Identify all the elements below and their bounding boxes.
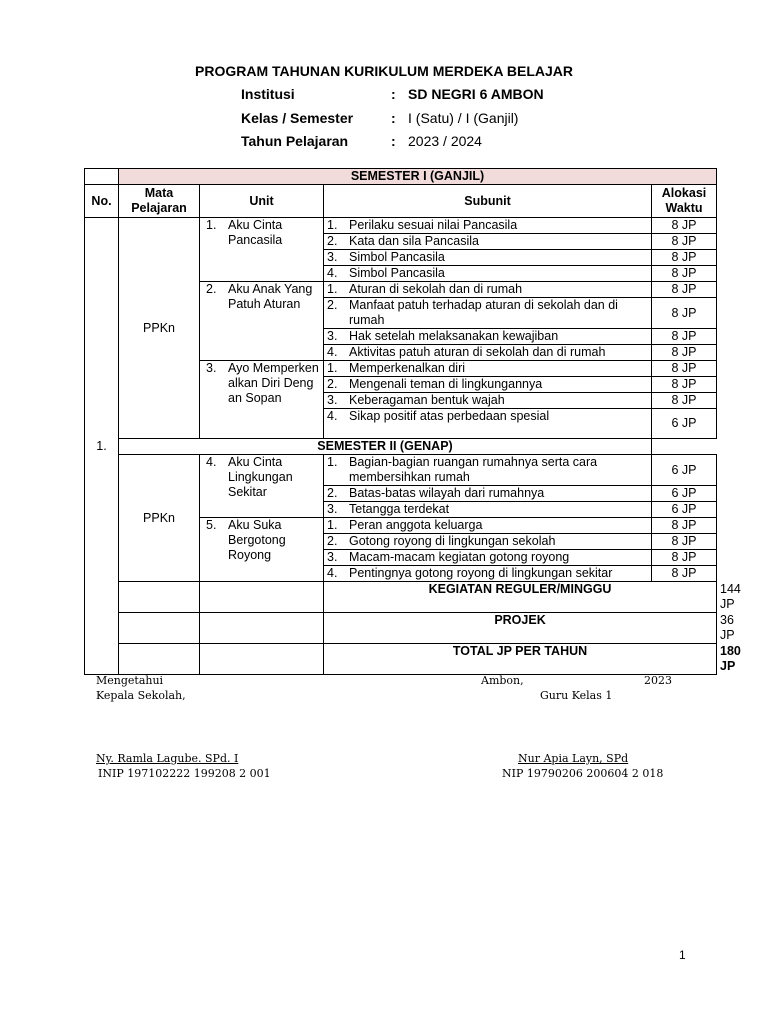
kepsek-nip: INIP 197102222 199208 2 001 xyxy=(98,767,271,780)
subunit-cell: 1. Aturan di sekolah dan di rumah xyxy=(324,282,652,298)
col-alokasi: Alokasi Waktu xyxy=(652,185,717,218)
subunit-cell: 1. Memperkenalkan diri xyxy=(324,361,652,377)
jp-cell: 6 JP xyxy=(652,409,717,439)
jp-cell: 8 JP xyxy=(652,518,717,534)
projek-label: PROJEK xyxy=(324,613,717,644)
subunit-cell: 4. Aktivitas patuh aturan di sekolah dan di rumah xyxy=(324,345,652,361)
row-number: 1. xyxy=(85,218,119,675)
subunit-cell: 3. Keberagaman bentuk wajah xyxy=(324,393,652,409)
program-table: SEMESTER I (GANJIL) No. Mata Pelajaran Unit Subunit Alokasi Waktu 1. PPKn 1. Aku Cinta Pancasila 1. Perilaku sesuai nilai Pancasila 8 JP 2. Kata dan sila Pancasila 8 JP 3. Simbol Pancasila 8 JP 4. Simbol Pancasila 8 JP 2. Aku Anak Yang Patuh Aturan 1. Aturan di sekolah dan di rumah 8 JP 2. Manfaat patuh terhadap aturan di sekolah dan di rumah 8 JP 3. Hak setelah melaksanakan kewajiban 8 JP 4. Aktivitas patuh aturan di sekolah dan di rumah 8 JP 3. Ayo Memperkenalkan Diri Dengan Sopan 1. Memperkenalkan diri 8 JP 2. Mengenali teman di lingkungannya 8 JP 3. Keberagaman bentuk wajah 8 JP 4. Sikap positif atas perbedaan spesial 6 JP SEMESTER II (GENAP) PPKn 4. Aku Cinta Lingkungan Sekitar 1. Bagian-bagian ruangan rumahnya serta cara membersihkan rumah 6 JP 2. Batas-batas wilayah dari rumahnya 6 JP 3. Tetangga terdekat 6 JP 5. Aku Suka Bergotong Royong 1. Peran anggota keluarga 8 JP 2. Gotong royong di lingkungan sekolah 8 JP 3. Macam-macam kegiatan gotong royong 8 JP 4. Pentingnya gotong royong di lingkungan sekitar 8 JP KEGIATAN REGULER/MINGGU 144 JP PROJEK 36 JP TOTAL JP PER TAHUN 180 JP xyxy=(84,168,717,675)
separator: : xyxy=(391,110,396,126)
separator: : xyxy=(391,133,396,149)
subunit-cell: 4. Simbol Pancasila xyxy=(324,266,652,282)
jp-cell: 8 JP xyxy=(652,377,717,393)
mapel-cell: PPKn xyxy=(119,455,200,582)
guru-name: Nur Apia Layn, SPd xyxy=(518,752,629,765)
jp-cell: 8 JP xyxy=(652,534,717,550)
unit-cell: 5. Aku Suka Bergotong Royong xyxy=(200,518,324,582)
subunit-cell: 2. Kata dan sila Pancasila xyxy=(324,234,652,250)
subunit-cell: 1. Peran anggota keluarga xyxy=(324,518,652,534)
semester1-header: SEMESTER I (GANJIL) xyxy=(119,169,717,185)
institusi-label: Institusi xyxy=(241,86,295,102)
col-subunit: Subunit xyxy=(324,185,652,218)
unit-name: Ayo Memperkenalkan Diri Dengan Sopan xyxy=(228,361,319,405)
subunit-cell: 3. Simbol Pancasila xyxy=(324,250,652,266)
jp-cell: 8 JP xyxy=(652,218,717,234)
subunit-cell: 2. Gotong royong di lingkungan sekolah xyxy=(324,534,652,550)
separator: : xyxy=(391,86,396,102)
kepsek-name: Ny. Ramla Lagube. SPd. I xyxy=(96,752,239,765)
col-mapel: Mata Pelajaran xyxy=(119,185,200,218)
unit-name: Aku Cinta Pancasila xyxy=(228,218,283,247)
col-unit: Unit xyxy=(200,185,324,218)
year-text: 2023 xyxy=(644,674,672,687)
jp-cell: 8 JP xyxy=(652,250,717,266)
subunit-cell: 3. Hak setelah melaksanakan kewajiban xyxy=(324,329,652,345)
unit-cell: 4. Aku Cinta Lingkungan Sekitar xyxy=(200,455,324,518)
subunit-cell: 1. Bagian-bagian ruangan rumahnya serta cara membersihkan rumah xyxy=(324,455,652,486)
unit-name: Aku Suka Bergotong Royong xyxy=(228,518,286,562)
col-no: No. xyxy=(85,185,119,218)
subunit-cell: 1. Perilaku sesuai nilai Pancasila xyxy=(324,218,652,234)
unit-cell: 3. Ayo Memperkenalkan Diri Dengan Sopan xyxy=(200,361,324,439)
kelas-label: Kelas / Semester xyxy=(241,110,354,126)
tahun-value: 2023 / 2024 xyxy=(408,133,482,149)
kepala-sekolah-text: Kepala Sekolah, xyxy=(96,689,186,702)
jp-cell: 8 JP xyxy=(652,298,717,329)
tahun-label: Tahun Pelajaran xyxy=(241,133,349,149)
guru-kelas-text: Guru Kelas 1 xyxy=(540,689,613,702)
jp-cell: 8 JP xyxy=(652,282,717,298)
unit-cell: 1. Aku Cinta Pancasila xyxy=(200,218,324,282)
institusi-value: SD NEGRI 6 AMBON xyxy=(408,86,544,102)
mapel-cell: PPKn xyxy=(119,218,200,439)
document-title: PROGRAM TAHUNAN KURIKULUM MERDEKA BELAJAR xyxy=(195,63,573,79)
page-number: 1 xyxy=(679,948,686,962)
jp-cell: 8 JP xyxy=(652,234,717,250)
place-text: Ambon, xyxy=(481,674,524,687)
mengetahui-text: Mengetahui xyxy=(96,674,164,687)
subunit-cell: 2. Manfaat patuh terhadap aturan di sekolah dan di rumah xyxy=(324,298,652,329)
unit-name: Aku Cinta Lingkungan Sekitar xyxy=(228,455,293,499)
guru-nip: NIP 19790206 200604 2 018 xyxy=(502,767,664,780)
subunit-cell: 4. Pentingnya gotong royong di lingkungan sekitar xyxy=(324,566,652,582)
subunit-cell: 3. Tetangga terdekat xyxy=(324,502,652,518)
jp-cell: 8 JP xyxy=(652,566,717,582)
jp-cell: 6 JP xyxy=(652,486,717,502)
semester2-header: SEMESTER II (GENAP) xyxy=(119,439,652,455)
jp-cell: 8 JP xyxy=(652,393,717,409)
jp-cell: 8 JP xyxy=(652,329,717,345)
jp-cell: 8 JP xyxy=(652,266,717,282)
jp-cell: 8 JP xyxy=(652,345,717,361)
jp-cell: 8 JP xyxy=(652,361,717,377)
kegiatan-label: KEGIATAN REGULER/MINGGU xyxy=(324,582,717,613)
subunit-cell: 2. Batas-batas wilayah dari rumahnya xyxy=(324,486,652,502)
kelas-value: I (Satu) / I (Ganjil) xyxy=(408,110,519,126)
subunit-cell: 2. Mengenali teman di lingkungannya xyxy=(324,377,652,393)
unit-name: Aku Anak Yang Patuh Aturan xyxy=(228,282,313,311)
subunit-cell: 3. Macam-macam kegiatan gotong royong xyxy=(324,550,652,566)
unit-cell: 2. Aku Anak Yang Patuh Aturan xyxy=(200,282,324,361)
subunit-cell: 4. Sikap positif atas perbedaan spesial xyxy=(324,409,652,439)
total-label: TOTAL JP PER TAHUN xyxy=(324,644,717,675)
jp-cell: 8 JP xyxy=(652,550,717,566)
jp-cell: 6 JP xyxy=(652,502,717,518)
jp-cell: 6 JP xyxy=(652,455,717,486)
